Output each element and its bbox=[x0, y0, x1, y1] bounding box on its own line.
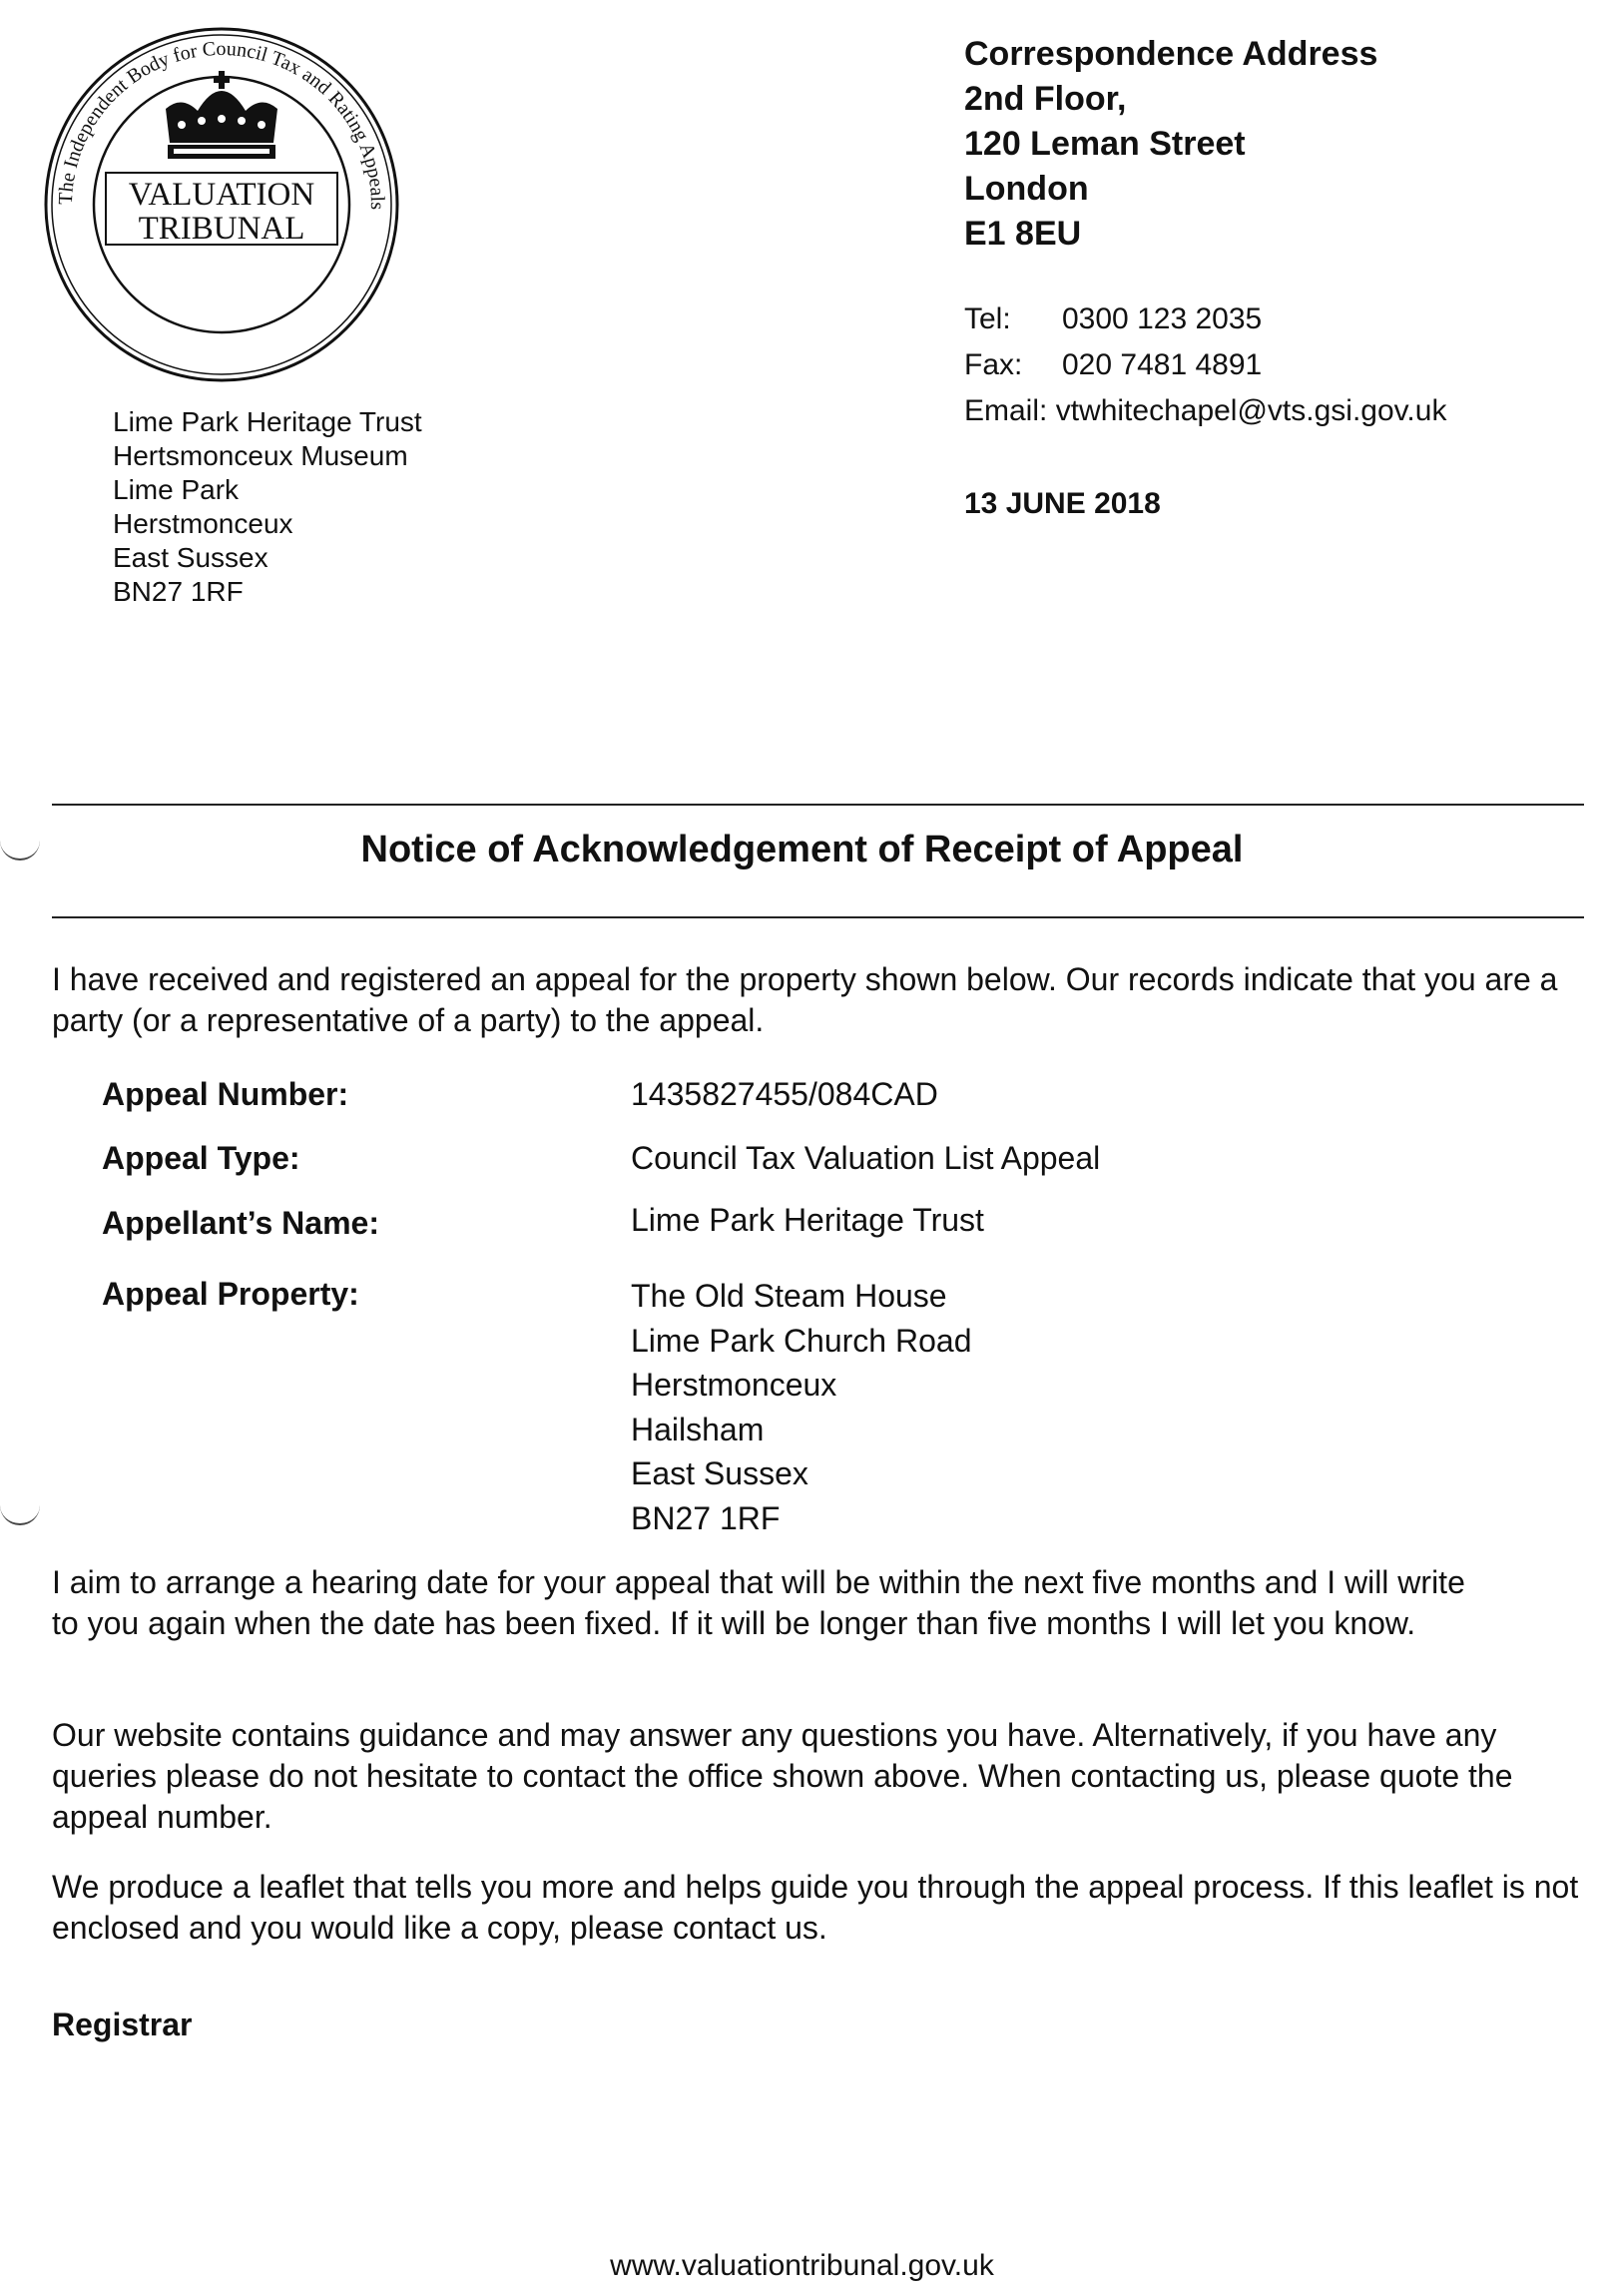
leaflet-paragraph: We produce a leaflet that tells you more and helps guide you through the appeal process. If this leaflet is not enclosed and you would like a copy, please contact us. bbox=[52, 1869, 1579, 1946]
fax-value: 020 7481 4891 bbox=[1062, 348, 1263, 381]
property-line: East Sussex bbox=[631, 1455, 808, 1491]
recipient-line: Lime Park Heritage Trust bbox=[113, 406, 422, 437]
footer-website: www.valuationtribunal.gov.uk bbox=[610, 2249, 994, 2282]
registrar-signoff: Registrar bbox=[52, 2007, 193, 2042]
appellant-name-value: Lime Park Heritage Trust bbox=[631, 1202, 984, 1238]
fax-row bbox=[964, 342, 1446, 388]
correspondence-line: 2nd Floor, bbox=[964, 80, 1127, 118]
tel-row bbox=[964, 296, 1446, 342]
email-label: Email: bbox=[964, 394, 1048, 427]
valuation-tribunal-seal bbox=[42, 25, 401, 384]
property-line: Herstmonceux bbox=[631, 1367, 837, 1403]
divider-bottom bbox=[52, 916, 1584, 918]
contact-details bbox=[964, 296, 1446, 434]
property-line: Lime Park Church Road bbox=[631, 1322, 972, 1359]
website-paragraph: Our website contains guidance and may answer any questions you have. Alternatively, if you have any queries please do not hesitate to contact the office shown above. When contacting us, please quote the appeal number. bbox=[52, 1717, 1513, 1835]
seal-title-line1: VALUATION bbox=[128, 177, 315, 213]
appeal-number-value: 1435827455/084CAD bbox=[631, 1076, 938, 1112]
fax-label: Fax: bbox=[964, 348, 1023, 381]
tel-label: Tel: bbox=[964, 302, 1011, 335]
seal-title-line2: TRIBUNAL bbox=[138, 211, 305, 247]
letter-date: 13 JUNE 2018 bbox=[964, 487, 1161, 520]
appeal-number-label: Appeal Number: bbox=[102, 1076, 349, 1112]
recipient-address bbox=[113, 405, 422, 609]
email-value: vtwhitechapel@vts.gsi.gov.uk bbox=[1055, 394, 1447, 427]
property-line: BN27 1RF bbox=[631, 1499, 781, 1536]
divider-top bbox=[52, 804, 1584, 806]
seal-ring-text: The Independent Body for Council Tax and Rating Appeals bbox=[54, 37, 389, 211]
correspondence-line: 120 Leman Street bbox=[964, 125, 1246, 163]
correspondence-line: Correspondence Address bbox=[964, 35, 1378, 73]
recipient-line: Herstmonceux bbox=[113, 508, 293, 539]
appeal-type-value: Council Tax Valuation List Appeal bbox=[631, 1140, 1101, 1176]
recipient-line: East Sussex bbox=[113, 542, 268, 573]
tel-value: 0300 123 2035 bbox=[1062, 302, 1263, 335]
appellant-name-label: Appellant’s Name: bbox=[102, 1205, 379, 1241]
intro-paragraph: I have received and registered an appeal for the property shown below. Our records indicate that you are a party (or a representative of a party) to the appeal. bbox=[52, 961, 1558, 1038]
correspondence-address bbox=[964, 32, 1377, 257]
appeal-property-address bbox=[631, 1274, 971, 1540]
property-line: The Old Steam House bbox=[631, 1278, 947, 1314]
recipient-line: Lime Park bbox=[113, 474, 240, 505]
property-line: Hailsham bbox=[631, 1411, 765, 1447]
appeal-type-label: Appeal Type: bbox=[102, 1140, 300, 1176]
recipient-line: Hertsmonceux Museum bbox=[113, 440, 408, 471]
correspondence-line: E1 8EU bbox=[964, 215, 1082, 253]
appeal-property-label: Appeal Property: bbox=[102, 1276, 359, 1312]
hearing-paragraph: I aim to arrange a hearing date for your appeal that will be within the next five months and I will write to you again when the date has been fixed. If it will be longer than five months I will let you know. bbox=[52, 1564, 1465, 1641]
scan-mark bbox=[0, 1503, 40, 1525]
correspondence-line: London bbox=[964, 170, 1089, 208]
notice-title: Notice of Acknowledgement of Receipt of Appeal bbox=[360, 829, 1244, 870]
email-row bbox=[964, 388, 1446, 434]
recipient-line: BN27 1RF bbox=[113, 576, 244, 607]
